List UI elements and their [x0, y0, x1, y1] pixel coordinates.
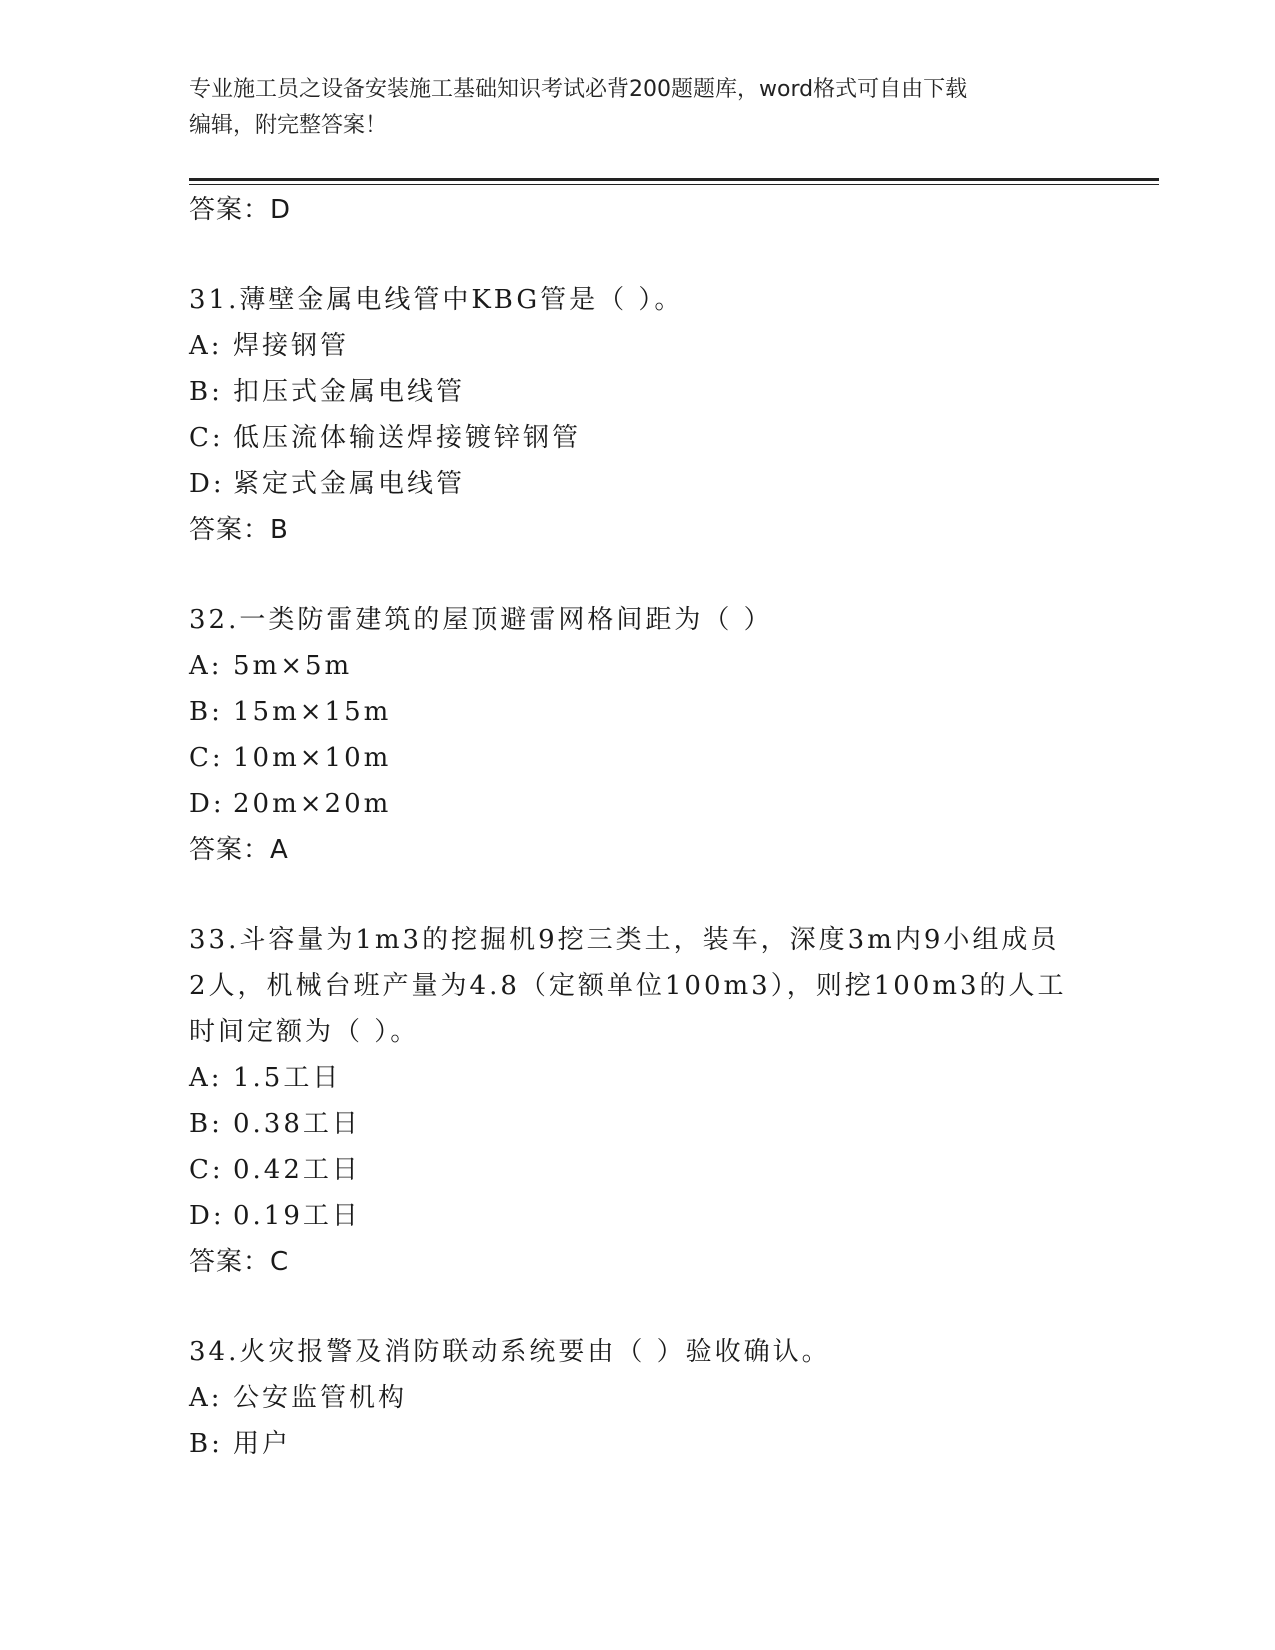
question-32	[189, 597, 1069, 873]
option-c	[189, 1147, 1069, 1193]
option-letter: D:	[189, 1201, 225, 1231]
option-letter: B:	[189, 1429, 223, 1459]
option-b	[189, 689, 1069, 735]
option-b	[189, 1421, 1069, 1467]
question-stem: 31.薄壁金属电线管中KBG管是（ ）。	[189, 285, 684, 315]
option-letter: C:	[189, 1155, 224, 1185]
option-b	[189, 369, 1069, 415]
option-text: 0.19工日	[233, 1201, 361, 1231]
document-header	[189, 72, 1069, 144]
answer-line: 答案：B	[189, 515, 289, 545]
option-text: 低压流体输送焊接镀锌钢管	[233, 423, 582, 453]
answer-line: 答案：D	[189, 195, 292, 225]
option-d	[189, 461, 1069, 507]
option-letter: A:	[189, 1383, 223, 1413]
option-a	[189, 1055, 1069, 1101]
option-text: 焊接钢管	[233, 331, 350, 361]
option-letter: B:	[189, 1109, 223, 1139]
option-letter: B:	[189, 697, 223, 727]
question-stem: 32.一类防雷建筑的屋顶避雷网格间距为（ ）	[189, 605, 773, 635]
option-text: 0.42工日	[233, 1155, 361, 1185]
question-list	[189, 187, 1069, 1467]
option-letter: A:	[189, 651, 223, 681]
option-text: 紧定式金属电线管	[233, 469, 466, 499]
option-letter: A:	[189, 331, 223, 361]
option-text: 1.5工日	[233, 1063, 342, 1093]
option-letter: C:	[189, 423, 224, 453]
option-text: 20m×20m	[233, 789, 392, 819]
option-letter: B:	[189, 377, 223, 407]
option-a	[189, 323, 1069, 369]
option-text: 0.38工日	[233, 1109, 361, 1139]
option-text: 用户	[233, 1429, 292, 1459]
question-31	[189, 277, 1069, 553]
option-a	[189, 1375, 1069, 1421]
option-a	[189, 643, 1069, 689]
header-line-2: 编辑，附完整答案！	[189, 113, 388, 138]
option-text: 15m×15m	[233, 697, 392, 727]
question-34	[189, 1329, 1069, 1467]
option-text: 5m×5m	[233, 651, 353, 681]
answer-line: 答案：C	[189, 1247, 290, 1277]
option-b	[189, 1101, 1069, 1147]
question-33	[189, 917, 1069, 1285]
option-d	[189, 1193, 1069, 1239]
option-c	[189, 735, 1069, 781]
option-letter: D:	[189, 789, 225, 819]
header-line-1: 专业施工员之设备安装施工基础知识考试必背200题题库，word格式可自由下载	[189, 77, 968, 102]
option-d	[189, 781, 1069, 827]
option-letter: C:	[189, 743, 224, 773]
answer-line: 答案：A	[189, 835, 289, 865]
header-rule-thick	[189, 178, 1159, 181]
question-stem: 34.火灾报警及消防联动系统要由（ ）验收确认。	[189, 1337, 831, 1367]
header-rule-thin	[189, 184, 1159, 185]
option-text: 公安监管机构	[233, 1383, 408, 1413]
option-letter: D:	[189, 469, 225, 499]
option-text: 10m×10m	[233, 743, 392, 773]
question-stem: 33.斗容量为1m3的挖掘机9挖三类土，装车，深度3m内9小组成员2人，机械台班产量为4.8（定额单位100m3），则挖100m3的人工时间定额为（ ）。	[189, 925, 1067, 1047]
option-letter: A:	[189, 1063, 223, 1093]
option-c	[189, 415, 1069, 461]
option-text: 扣压式金属电线管	[233, 377, 466, 407]
